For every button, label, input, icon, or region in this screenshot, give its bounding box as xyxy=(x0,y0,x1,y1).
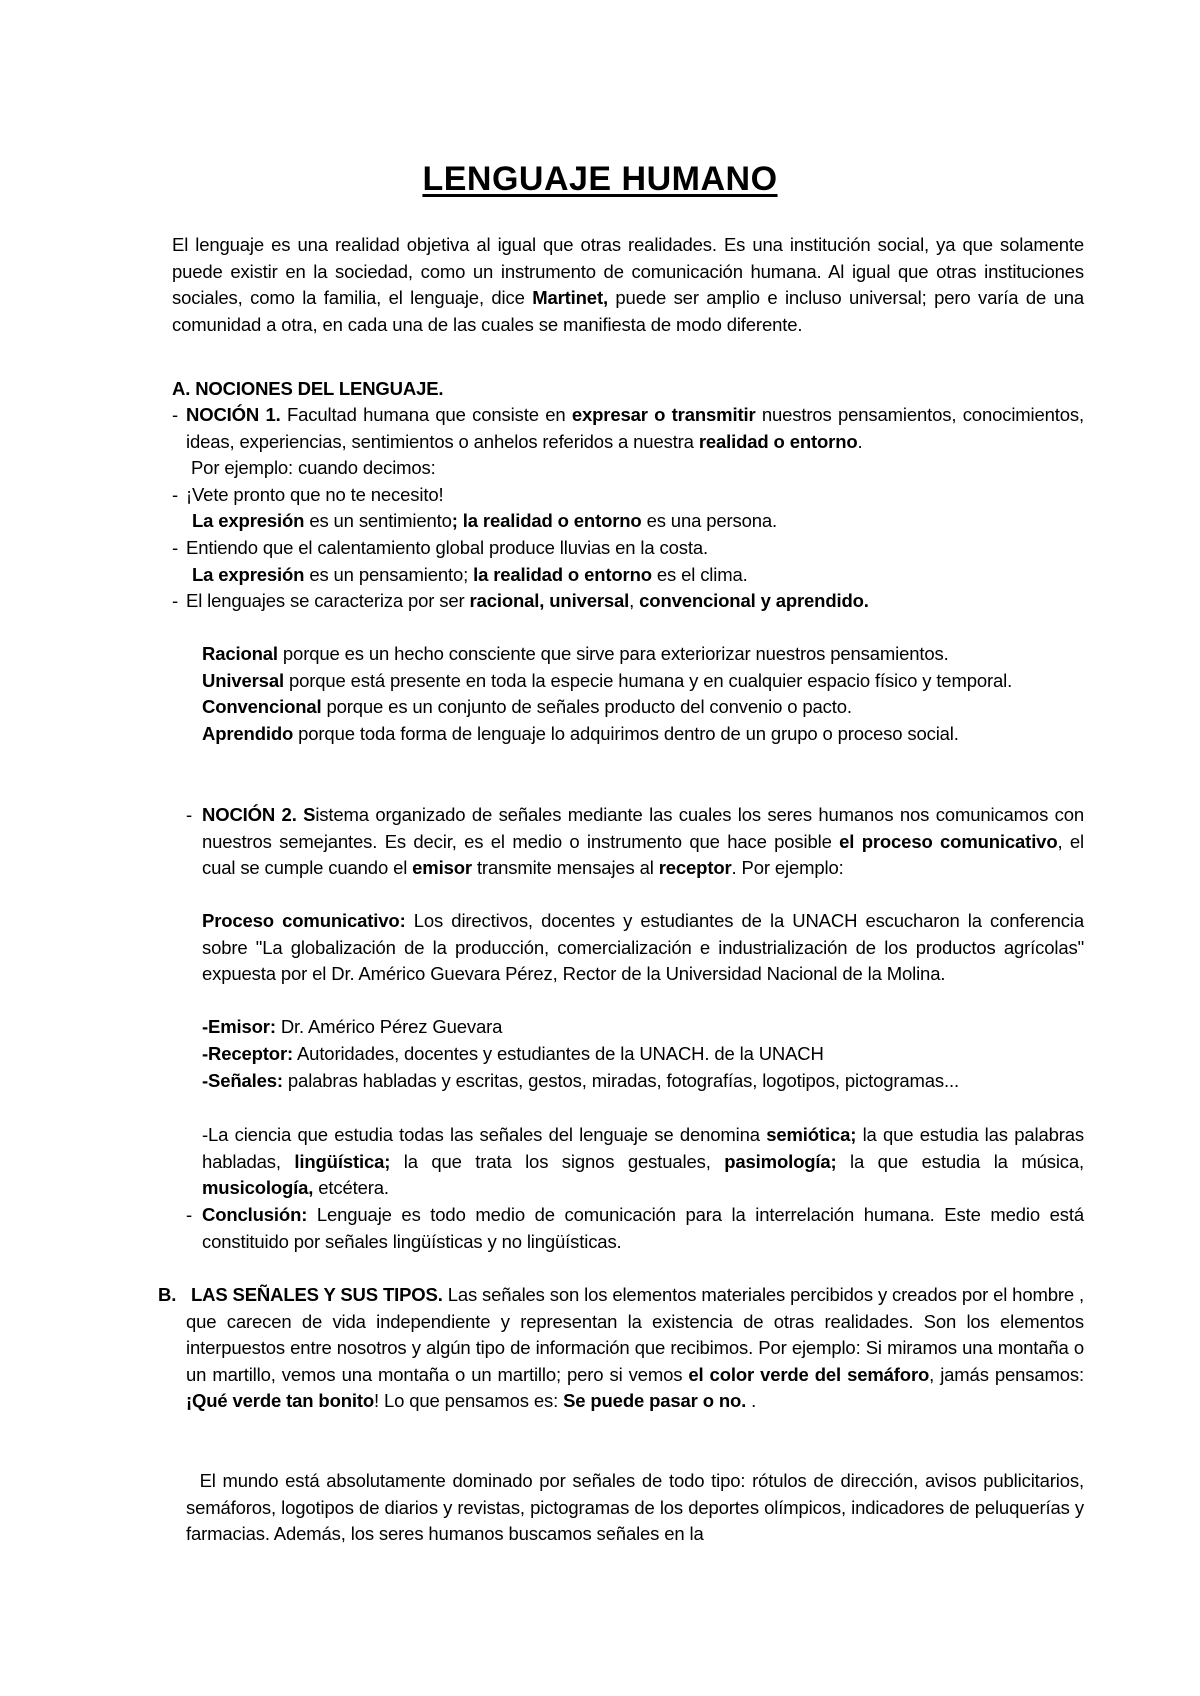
list-dash: - xyxy=(186,1204,193,1225)
bold-text-run: pasimología; xyxy=(724,1150,837,1172)
ciencia-paragraph xyxy=(202,1122,1084,1202)
text-run: . xyxy=(857,430,863,452)
text-run: es un pensamiento; xyxy=(304,564,474,585)
bold-text-run: Aprendido xyxy=(202,722,294,744)
text-run: , xyxy=(629,590,640,611)
list-dash: - xyxy=(172,484,179,505)
list-dash: - xyxy=(172,537,179,558)
bold-text-run: NOCIÓN 1. xyxy=(186,404,281,425)
ejemplo-1: ¡Vete pronto que no te necesito! xyxy=(186,484,444,505)
text-run: Autoridades, docentes y estudiantes de la UNACH. de la UNACH xyxy=(293,1043,824,1064)
ejemplo-2-explanation xyxy=(192,562,1084,589)
bold-text-run: Martinet, xyxy=(532,287,608,309)
text-run: porque es un conjunto de señales producto del convenio o pacto. xyxy=(321,696,852,718)
text-run: , el cual se cumple cuando el xyxy=(202,830,1084,879)
text-run: El lenguaje es una realidad objetiva al igual que otras realidades. Es una institución social, ya que solamente puede existir en la sociedad, como un instrumento de comunicación humana. Al igual que otras instituciones sociales, como la familia, el lenguaje, dice xyxy=(172,234,1084,309)
bold-text-run: la realidad o entorno xyxy=(473,564,652,585)
bold-text-run: -Receptor: xyxy=(202,1043,294,1064)
bold-text-run: La expresión xyxy=(192,564,305,585)
list-dash: - xyxy=(172,590,179,611)
section-a-heading: A. NOCIONES DEL LENGUAJE. xyxy=(172,378,444,399)
emisor-line xyxy=(202,1014,1084,1041)
bold-text-run: racional, universal xyxy=(469,590,630,611)
list-dash: - xyxy=(186,804,193,825)
section-b-letter: B. xyxy=(158,1284,177,1305)
text-run: El lenguajes se caracteriza por ser xyxy=(186,590,470,611)
bold-text-run: realidad o entorno xyxy=(698,430,858,452)
bold-text-run: Racional xyxy=(202,643,278,664)
ejemplo-intro: Por ejemplo: cuando decimos: xyxy=(186,457,436,478)
text-run: istema organizado de señales mediante las cuales los seres humanos nos comunicamos con nuestros semejantes. Es decir, es el medio o instrumento que hace posible xyxy=(202,804,1085,852)
bold-text-run: Conclusión: xyxy=(202,1204,308,1225)
text-run: es una persona. xyxy=(641,510,778,531)
bold-text-run: LAS SEÑALES Y SUS TIPOS. xyxy=(191,1284,443,1305)
text-run: Las señales son los elementos materiales percibidos y creados por el hombre , que carecen de vida independiente y representan la existencia de otras realidades. Son los elementos interpuestos entre nosotros y algún tipo de información que recibimos. Por ejemplo: Si miramos una montaña o un martillo, vemos una montaña o un martillo; pero si vemos xyxy=(186,1284,1084,1385)
caracteristica-item xyxy=(202,668,1084,695)
caracteristicas-intro xyxy=(186,588,1084,615)
text-run: -La ciencia que estudia todas las señales del lenguaje se denomina xyxy=(202,1124,767,1145)
text-run: porque es un hecho consciente que sirve para exteriorizar nuestros pensamientos. xyxy=(277,643,949,664)
text-run: . Por ejemplo: xyxy=(731,857,844,879)
bold-text-run: -Señales: xyxy=(202,1070,283,1091)
ejemplo-1-explanation xyxy=(192,508,1084,535)
conclusion-paragraph xyxy=(202,1202,1084,1255)
text-run: Lenguaje es todo medio de comunicación para la interrelación humana. Este medio está constituido por señales lingüísticas y no lingüísticas. xyxy=(202,1204,1084,1252)
text-run: es un sentimiento xyxy=(304,510,452,531)
text-run: palabras habladas y escritas, gestos, miradas, fotografías, logotipos, pictogramas... xyxy=(282,1070,959,1091)
text-run: es el clima. xyxy=(651,564,748,585)
bold-text-run: Universal xyxy=(202,669,284,691)
senales-line xyxy=(202,1068,1084,1095)
bold-text-run: Proceso comunicativo: xyxy=(202,910,406,931)
text-run: ! Lo que pensamos es: xyxy=(374,1390,564,1412)
text-run: porque está presente en toda la especie humana y en cualquier espacio físico y temporal. xyxy=(283,669,1013,691)
list-dash: - xyxy=(172,404,179,425)
text-run: Los directivos, docentes y estudiantes de la UNACH escucharon la conferencia sobre "La globalización de la producción, comercialización e industrialización de los productos agrícolas" expuesta por el Dr. Américo Guevara Pérez, Rector de la Universidad Nacional de la Molina. xyxy=(202,910,1085,985)
text-run: la que estudia las palabras habladas, xyxy=(202,1124,1084,1172)
text-run: puede ser amplio e incluso universal; pero varía de una comunidad a otra, en cada una de las cuales se manifiesta de modo diferente. xyxy=(172,287,1084,335)
bold-text-run: NOCIÓN 2. S xyxy=(202,804,316,825)
bold-text-run: ¡Qué verde tan bonito xyxy=(186,1390,375,1412)
document-title: LENGUAJE HUMANO xyxy=(422,160,778,198)
bold-text-run: -Emisor: xyxy=(202,1016,276,1037)
bold-text-run: expresar o transmitir xyxy=(571,404,756,425)
bold-text-run: ; la realidad o entorno xyxy=(451,510,642,531)
bold-text-run: La expresión xyxy=(192,510,305,531)
bold-text-run: Se puede pasar o no. xyxy=(563,1390,747,1412)
bold-text-run: musicología, xyxy=(202,1177,314,1199)
text-run: Facultad humana que consiste en xyxy=(280,404,572,425)
bold-text-run: el color verde del semáforo xyxy=(688,1363,930,1385)
proceso-comunicativo xyxy=(202,908,1084,988)
section-b-paragraph xyxy=(186,1282,1084,1415)
nocion-1-paragraph xyxy=(186,402,1084,455)
section-b-paragraph-2: El mundo está absolutamente dominado por señales de todo tipo: rótulos de dirección, avisos publicitarios, semáforos, logotipos de diarios y revistas, pictogramas de los deportes olímpicos, indicadores de peluquerías y farmacias. Además, los seres humanos buscamos señales en la xyxy=(186,1470,1089,1545)
bold-text-run: semiótica; xyxy=(766,1124,857,1145)
nocion-2-paragraph xyxy=(202,802,1084,882)
text-run: transmite mensajes al xyxy=(471,857,659,879)
text-run: nuestros pensamientos, conocimientos, ideas, experiencias, sentimientos o anhelos referidos a nuestra xyxy=(186,404,1085,452)
text-run: la que trata los signos gestuales, xyxy=(390,1150,725,1172)
bold-text-run: Convencional xyxy=(202,696,322,718)
ejemplo-2: Entiendo que el calentamiento global produce lluvias en la costa. xyxy=(186,537,708,558)
receptor-line xyxy=(202,1041,1084,1068)
text-run: Dr. Américo Pérez Guevara xyxy=(275,1016,503,1037)
text-run: la que estudia la música, xyxy=(836,1150,1085,1172)
bold-text-run: el proceso comunicativo xyxy=(839,830,1058,852)
caracteristica-item xyxy=(202,694,1084,721)
text-run: , jamás pensamos: xyxy=(929,1363,1084,1385)
bold-text-run: lingüística; xyxy=(294,1150,391,1172)
caracteristica-item xyxy=(202,721,1084,748)
caracteristicas-list xyxy=(202,641,1084,747)
bold-text-run: receptor xyxy=(658,857,732,879)
bold-text-run: convencional y aprendido. xyxy=(639,590,869,611)
text-run: . xyxy=(746,1390,757,1412)
text-run: etcétera. xyxy=(313,1177,389,1199)
intro-paragraph xyxy=(172,232,1084,338)
text-run: porque toda forma de lenguaje lo adquirimos dentro de un grupo o proceso social. xyxy=(293,722,959,744)
caracteristica-item xyxy=(202,641,1084,668)
bold-text-run: emisor xyxy=(412,857,472,879)
